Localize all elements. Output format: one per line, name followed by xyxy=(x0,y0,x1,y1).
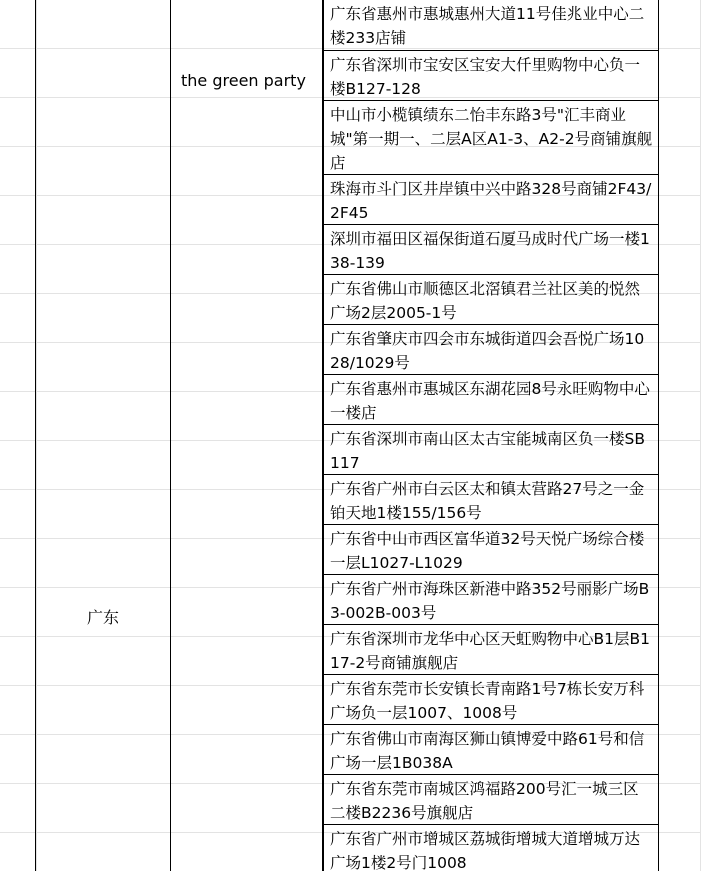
store-address-cell[interactable]: 广东省佛山市南海区狮山镇博爱中路61号和信广场一层1B038A xyxy=(323,725,659,775)
store-address-cell[interactable]: 广东省肇庆市四会市东城街道四会吾悦广场1028/1029号 xyxy=(323,325,659,375)
store-address-cell[interactable]: 广东省深圳市宝安区宝安大仟里购物中心负一楼B127-128 xyxy=(323,51,659,101)
store-address-cell[interactable]: 广东省中山市西区富华道32号天悦广场综合楼一层L1027-L1029 xyxy=(323,525,659,575)
store-address-cell[interactable]: 广东省惠州市惠城惠州大道11号佳兆业中心二楼233店铺 xyxy=(323,0,659,51)
store-address-cell[interactable]: 广东省深圳市南山区太古宝能城南区负一楼SB117 xyxy=(323,425,659,475)
store-address-cell[interactable]: 广东省东莞市长安镇长青南路1号7栋长安万科广场负一层1007、1008号 xyxy=(323,675,659,725)
store-address-cell[interactable]: 广东省广州市海珠区新港中路352号丽影广场B3-002B-003号 xyxy=(323,575,659,625)
store-address-cell[interactable]: 深圳市福田区福保街道石厦马成时代广场一楼138-139 xyxy=(323,225,659,275)
store-address-cell[interactable]: 珠海市斗门区井岸镇中兴中路328号商铺2F43/2F45 xyxy=(323,175,659,225)
store-address-list xyxy=(323,0,659,871)
store-address-cell[interactable]: 广东省东莞市南城区鸿福路200号汇一城三区二楼B2236号旗舰店 xyxy=(323,775,659,825)
store-address-cell[interactable]: 中山市小榄镇绩东二怡丰东路3号"汇丰商业城"第一期一、二层A区A1-3、A2-2号商铺旗舰店 xyxy=(323,101,659,175)
brand-cell[interactable] xyxy=(171,0,322,871)
brand-label: the green party xyxy=(181,71,306,90)
province-cell[interactable] xyxy=(36,0,170,871)
province-label: 广东 xyxy=(86,608,119,627)
store-address-cell[interactable]: 广东省深圳市龙华中心区天虹购物中心B1层B117-2号商铺旗舰店 xyxy=(323,625,659,675)
store-address-cell[interactable]: 广东省广州市增城区荔城街增城大道增城万达广场1楼2号门1008 xyxy=(323,825,659,871)
store-address-cell[interactable]: 广东省佛山市顺德区北滘镇君兰社区美的悦然广场2层2005-1号 xyxy=(323,275,659,325)
store-address-cell[interactable]: 广东省惠州市惠城区东湖花园8号永旺购物中心一楼店 xyxy=(323,375,659,425)
store-address-cell[interactable]: 广东省广州市白云区太和镇太营路27号之一金铂天地1楼155/156号 xyxy=(323,475,659,525)
